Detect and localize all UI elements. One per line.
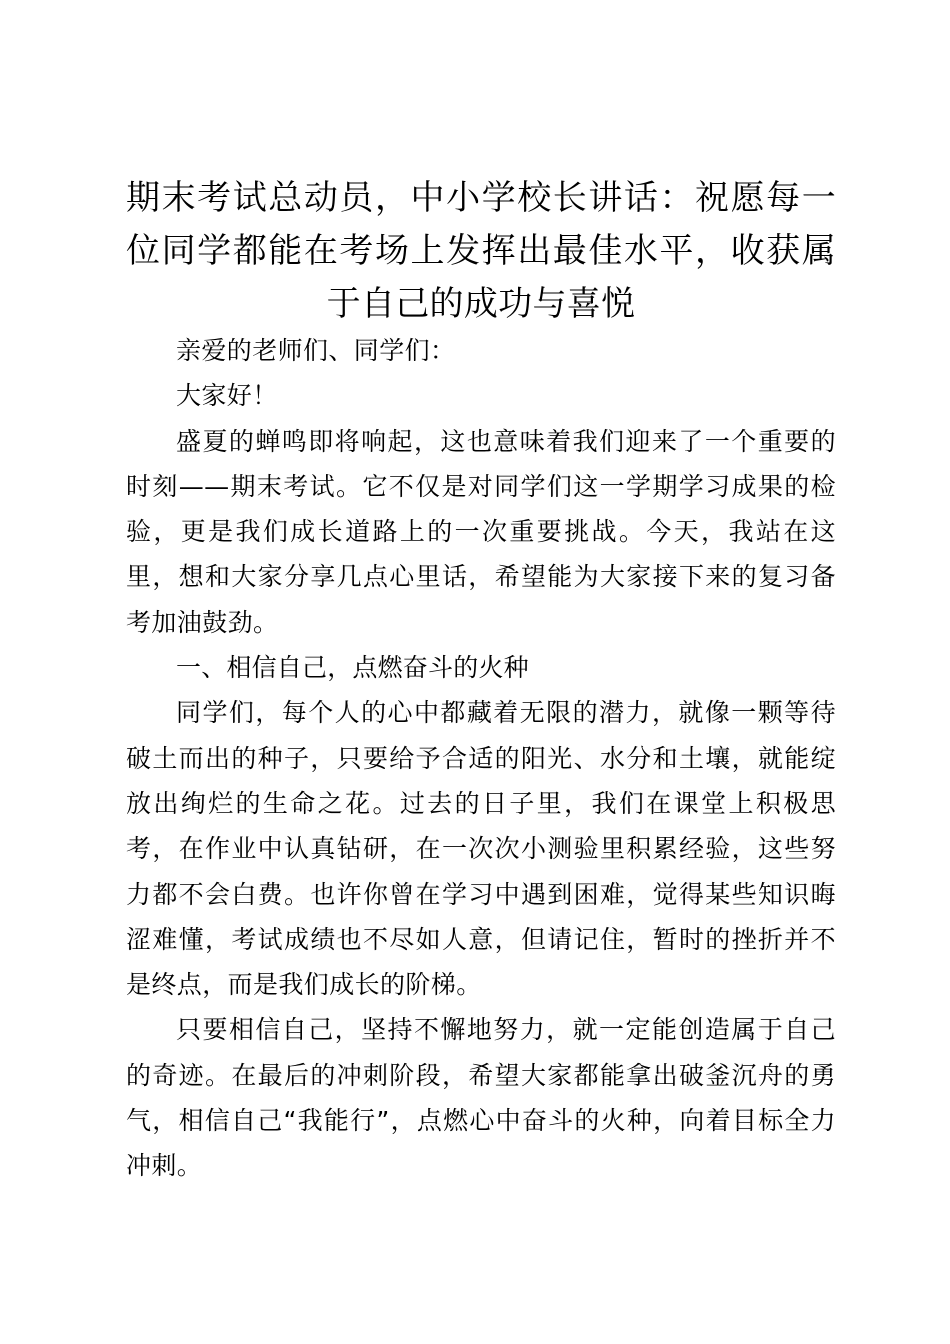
salutation: 亲爱的老师们、同学们：	[176, 336, 456, 365]
document-title: 期末考试总动员，中小学校长讲话：祝愿每一位同学都能在考场上发挥出最佳水平，收获属于自己的成功与喜悦	[126, 178, 836, 324]
body-paragraph: 只要相信自己，坚持不懈地努力，就一定能创造属于自己的奇迹。在最后的冲刺阶段，希望大家都能拿出破釜沉舟的勇气，相信自己“我能行”，点燃心中奋斗的火种，向着目标全力冲刺。	[126, 1015, 836, 1181]
body-paragraph: 盛夏的蝉鸣即将响起，这也意味着我们迎来了一个重要的时刻——期末考试。它不仅是对同学们这一学期学习成果的检验，更是我们成长道路上的一次重要挑战。今天，我站在这里，想和大家分享几点心里话，希望能为大家接下来的复习备考加油鼓劲。	[126, 426, 836, 637]
section-heading: 一、相信自己，点燃奋斗的火种	[176, 653, 529, 683]
document-body	[126, 328, 836, 1189]
body-paragraph: 同学们，每个人的心中都藏着无限的潜力，就像一颗等待破土而出的种子，只要给予合适的阳光、水分和土壤，就能绽放出绚烂的生命之花。过去的日子里，我们在课堂上积极思考，在作业中认真钻研，在一次次小测验里积累经验，这些努力都不会白费。也许你曾在学习中遇到困难，觉得某些知识晦涩难懂，考试成绩也不尽如人意，但请记住，暂时的挫折并不是终点，而是我们成长的阶梯。	[126, 698, 836, 1000]
greeting: 大家好！	[176, 381, 278, 411]
